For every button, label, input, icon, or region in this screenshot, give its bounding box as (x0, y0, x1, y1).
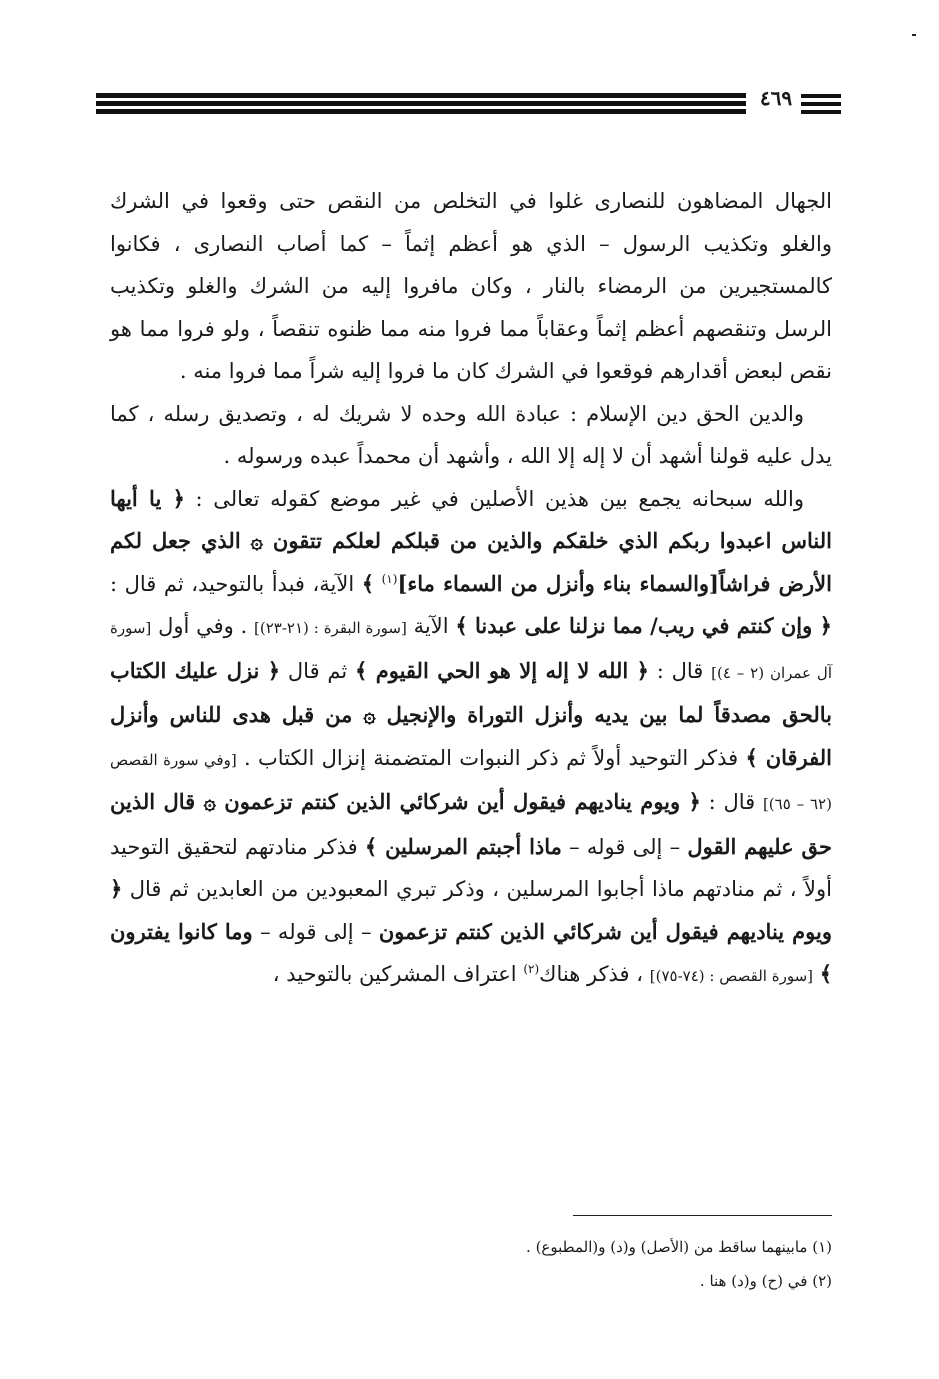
page-number: ٤٦٩ (759, 86, 793, 110)
text-segment: فذكر منادتهم لتحقيق التوحيد أولاً ، ثم منادتهم ماذا أجابوا المرسلين ، وذكر تبري المعبودين من العابدين ثم قال (110, 834, 832, 901)
text-segment: ثم قال (287, 658, 348, 683)
header-rule-right-bottom (801, 110, 841, 114)
footnotes (110, 1230, 832, 1298)
quran-verse: ﴿ يا أيها الناس اعبدوا ربكم الذي خلقكم والذين من قبلكم لعلكم تتقون ۞ الذي جعل لكم الأرض فراشاً (110, 485, 832, 596)
header-rule-right-middle (801, 102, 841, 106)
surah-citation: [سورة آل عمران (٢ – ٤)] (110, 619, 832, 682)
text-segment: الآية، فبدأ بالتوحيد، ثم قال : (110, 571, 355, 596)
paragraph-2: والدين الحق دين الإسلام : عبادة الله وحده لا شريك له ، وتصديق رسله ، كما يدل عليه قولنا أشهد أن لا إله إلا الله ، وأشهد أن محمداً عبده ورسوله . (110, 401, 832, 468)
text-segment: قال : (656, 658, 704, 683)
header-rule-right-top (801, 94, 841, 98)
header-rule-top (96, 93, 746, 98)
paragraph-3 (110, 478, 832, 998)
corner-mark (912, 34, 916, 36)
surah-citation: [سورة البقرة : (٢١-٢٣)] (254, 619, 407, 637)
quran-verse: ﴿ وإن كنتم في ريب/ مما نزلنا على عبدنا ﴾ (455, 613, 832, 638)
footnote-ref-2[interactable]: (٢) (523, 962, 540, 976)
quran-verse: ﴿ نزل عليك الكتاب بالحق مصدقاً لما بين يديه وأنزل التوراة والإنجيل ۞ من قبل هدى للناس وأنزل الفرقان ﴾ (110, 657, 832, 770)
body-text (110, 180, 832, 998)
footnote-2: (٢) في (ح) و(د) هنا . (699, 1272, 832, 1290)
text-segment: – إلى قوله – (569, 834, 681, 859)
footnote-separator (573, 1215, 832, 1216)
footnote-ref-1[interactable]: (١) (381, 571, 398, 586)
text-segment: . وفي أول (158, 614, 248, 638)
quran-verse: ﴿ ويوم يناديهم فيقول أين شركائي الذين كنتم تزعمون ۞ قال الذين حق عليهم القول (110, 789, 832, 859)
quran-verse: ماذا أجبتم المرسلين ﴾ (364, 833, 562, 859)
quran-verse-bracketed: [والسماء بناء وأنزل من السماء ماء] (397, 570, 719, 596)
paragraph-1: الجهال المضاهون للنصارى غلوا في التخلص من النقص حتى وقعوا في الشرك والغلو وتكذيب الرسول – الذي هو أعظم إثماً – كما أصاب النصارى ، فكانوا كالمستجيرين من الرمضاء بالنار ، وكان مافروا إليه من الشرك والغلو وتكذيب الرسل وتنقصهم أعظم إثماً وعقاباً مما فروا منه مما ظنوه تنقصاً ، ولو فروا مما هو نقص لبعض أقدارهم فوقعوا في الشرك كان ما فروا إليه شراً مما فروا منه . (110, 189, 832, 383)
footnote-1: (١) مابينهما ساقط من (الأصل) و(د) و(المطبوع) . (526, 1238, 832, 1256)
quran-verse: ﴿ ويوم يناديهم فيقول أين شركائي الذين كنتم تزعمون (110, 876, 832, 944)
text-segment: فذكر التوحيد أولاً ثم ذكر النبوات المتضمنة إنزال الكتاب . (243, 745, 739, 770)
header-rule-bottom (96, 109, 746, 114)
text-segment: قال : (708, 790, 756, 814)
header-rule-middle (96, 101, 746, 106)
text-segment: – إلى قوله – (260, 919, 372, 944)
quran-verse: ﴿ الله لا إله إلا هو الحي القيوم ﴾ (355, 657, 649, 683)
quran-verse: وما كانوا يفترون ﴾ (110, 918, 832, 986)
text-segment: الآية (413, 614, 449, 638)
text-segment: ، فذكر هناك (539, 962, 644, 986)
text-segment: اعتراف المشركين بالتوحيد ، (272, 962, 517, 986)
surah-citation: [وفي سورة القصص (٦٢ – ٦٥)] (110, 750, 832, 813)
quran-verse-close: ﴾ (361, 570, 375, 596)
surah-citation: [سورة القصص : (٧٤-٧٥)] (649, 967, 813, 985)
text-segment: والله سبحانه يجمع بين هذين الأصلين في غير موضع كقوله تعالى : (195, 486, 804, 511)
